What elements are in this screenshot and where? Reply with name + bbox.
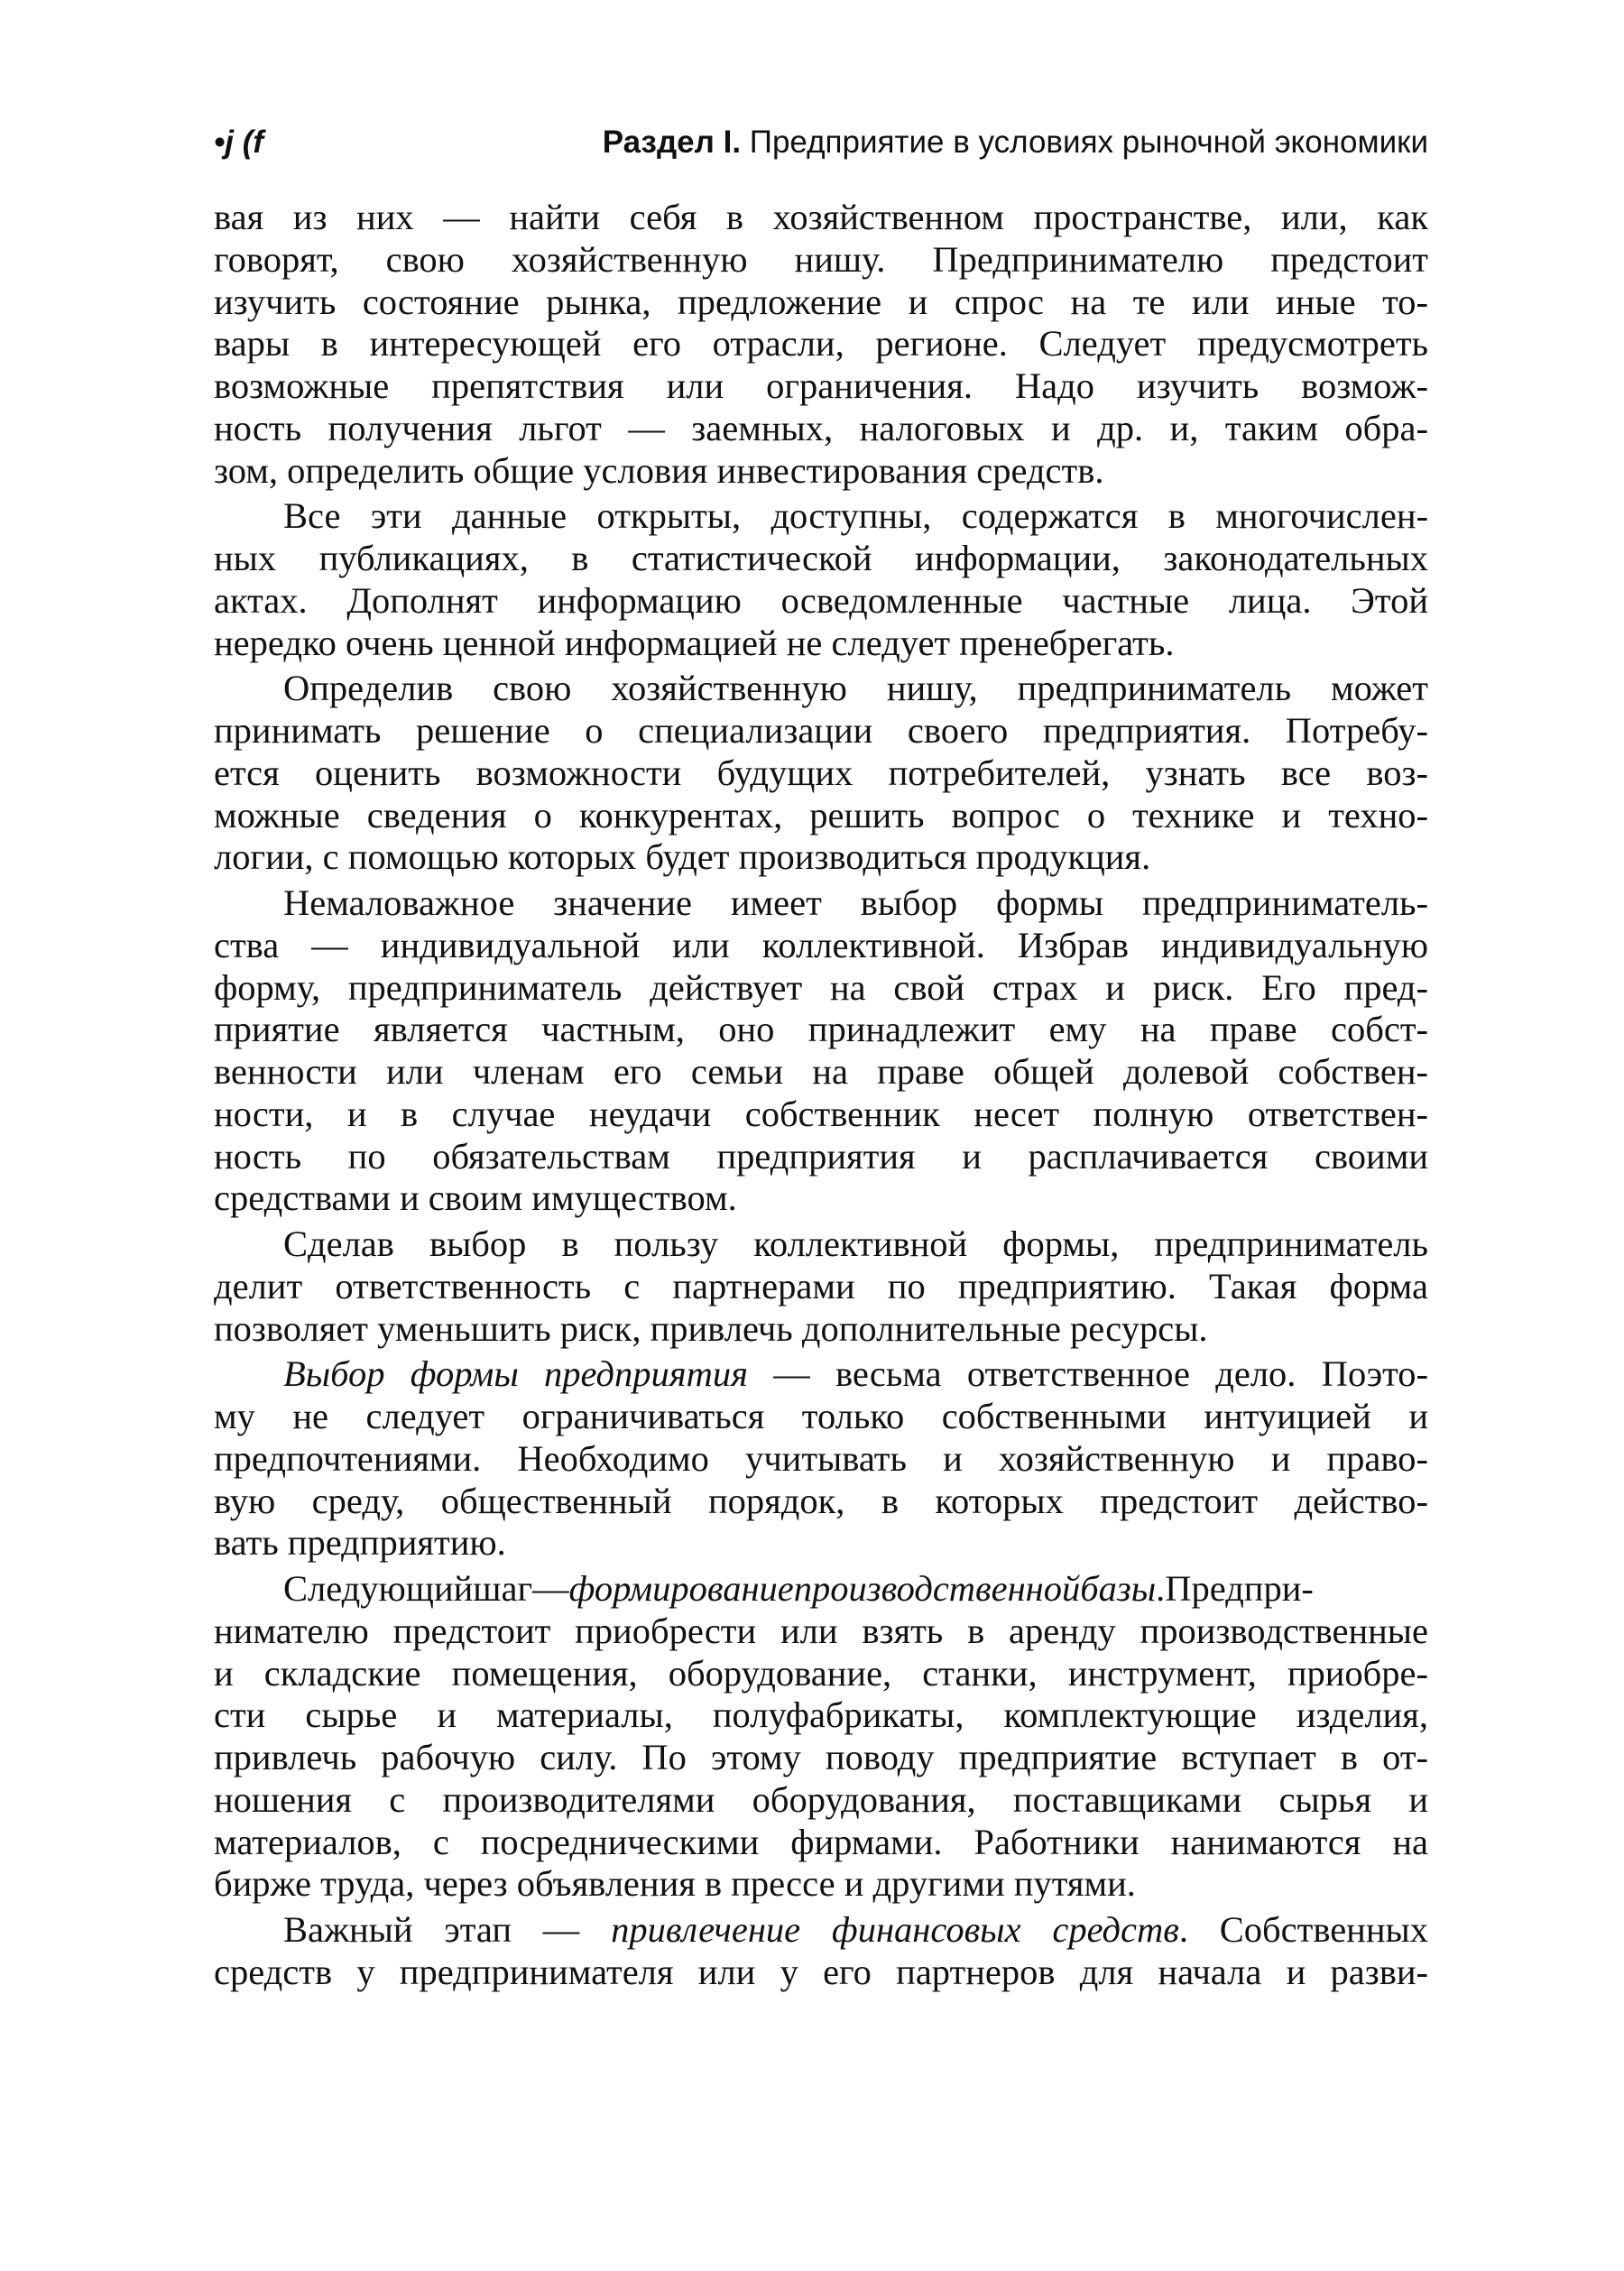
text-line: вая из них — найти себя в хозяйственном пространстве, или, как — [214, 197, 1428, 237]
chapter-title: Предприятие в условиях рыночной экономики — [749, 125, 1428, 160]
text-line — [214, 1353, 1428, 1396]
text-line: му не следует ограничиваться только собственными интуицией и — [214, 1396, 1428, 1436]
running-header — [214, 115, 1428, 170]
text-line: вую среду, общественный порядок, в которых предстоит действо- — [214, 1480, 1428, 1521]
text-line — [214, 1568, 1428, 1611]
text-line: вары в интересующей его отрасли, регионе. Следует предусмотреть — [214, 323, 1428, 365]
paragraph — [214, 1568, 1428, 1906]
text-line: нередко очень ценной информацией не следует пренебрегать. — [214, 622, 1175, 663]
text-line: Определив свою хозяйственную нишу, предприниматель может — [283, 668, 1428, 709]
paragraph — [214, 197, 1428, 492]
body-text — [214, 197, 1428, 1998]
emphasis-term: привлечение финансовых средств — [611, 1909, 1179, 1950]
text-line: сти сырье и материалы, полуфабрикаты, комплектующие изделия, — [214, 1694, 1428, 1736]
text-line: изучить состояние рынка, предложение и спрос на те или иные то- — [214, 281, 1428, 322]
page-folio: •j (f — [214, 125, 264, 160]
text-line: Все эти данные открыты, доступны, содержатся в многочислен- — [283, 495, 1428, 537]
paragraph — [214, 1909, 1428, 1994]
text-line: ется оценить возможности будущих потребителей, узнать все воз- — [214, 752, 1428, 793]
text-line: актах. Дополнят информацию осведомленные частные лица. Этой — [214, 579, 1428, 621]
emphasis-term: Выбор формы предприятия — [283, 1353, 748, 1395]
text-line: ность по обязательствам предприятия и расплачивается своими — [214, 1135, 1428, 1177]
text-line: ности, и в случае неудачи собственник несет полную ответствен- — [214, 1093, 1428, 1134]
text-run: — весьма ответственное дело. Поэто- — [747, 1353, 1428, 1395]
emphasis-term: формированиепроизводственнойбазы — [568, 1568, 1157, 1609]
text-line: ных публикациях, в статистической информации, законодательных — [214, 538, 1428, 578]
text-line: логии, с помощью которых будет производиться продукция. — [214, 836, 1151, 878]
text-line: ства — индивидуальной или коллективной. Избрав индивидуальную — [214, 924, 1428, 965]
text-run: Следующийшаг— — [283, 1568, 569, 1609]
text-line: возможные препятствия или ограничения. Надо изучить возмож- — [214, 365, 1428, 406]
text-line: бирже труда, через объявления в прессе и другими путями. — [214, 1863, 1136, 1905]
text-line: вать предприятию. — [214, 1522, 506, 1564]
paragraph — [214, 1223, 1428, 1350]
paragraph — [214, 882, 1428, 1220]
text-line: позволяет уменьшить риск, привлечь дополнительные ресурсы. — [214, 1307, 1208, 1349]
text-run: .Предпри- — [1156, 1568, 1314, 1609]
text-line: делит ответственность с партнерами по предприятию. Такая форма — [214, 1265, 1428, 1306]
text-line: привлечь рабочую силу. По этому поводу предприятие вступает в от- — [214, 1737, 1428, 1777]
text-line: зом, определить общие условия инвестирования средств. — [214, 449, 1104, 491]
text-line: приятие является частным, оно принадлежит ему на праве собст- — [214, 1009, 1428, 1050]
paragraph — [214, 495, 1428, 664]
text-line: венности или членам его семьи на праве общей долевой собствен- — [214, 1051, 1428, 1092]
text-line — [214, 1909, 1428, 1952]
text-line: говорят, свою хозяйственную нишу. Предпринимателю предстоит — [214, 238, 1428, 280]
text-line: Немаловажное значение имеет выбор формы предприниматель- — [283, 882, 1428, 923]
text-line: и складские помещения, оборудование, станки, инструмент, приобре- — [214, 1652, 1428, 1694]
text-line: форму, предприниматель действует на свой страх и риск. Его пред- — [214, 966, 1428, 1008]
text-line: средствами и своим имуществом. — [214, 1177, 737, 1219]
section-label: Раздел I. — [602, 125, 742, 160]
text-line: нимателю предстоит приобрести или взять в аренду производственные — [214, 1610, 1428, 1651]
text-line: принимать решение о специализации своего предприятия. Потребу- — [214, 710, 1428, 751]
paragraph — [214, 668, 1428, 879]
text-line: средств у предпринимателя или у его партнеров для начала и разви- — [214, 1951, 1428, 1992]
paragraph — [214, 1353, 1428, 1565]
text-line: ношения с производителями оборудования, поставщиками сырья и — [214, 1778, 1428, 1820]
text-line: ность получения льгот — заемных, налоговых и др. и, таким обра- — [214, 407, 1428, 448]
text-line: предпочтениями. Необходимо учитывать и хозяйственную и право- — [214, 1437, 1428, 1479]
text-line: Сделав выбор в пользу коллективной формы, предприниматель — [283, 1223, 1428, 1264]
section-title — [603, 115, 1428, 170]
text-run: . Собственных — [1178, 1909, 1428, 1950]
text-line: материалов, с посредническими фирмами. Работники нанимаются на — [214, 1821, 1428, 1862]
text-run: Важный этап — — [283, 1909, 612, 1950]
text-line: можные сведения о конкурентах, решить вопрос о технике и техно- — [214, 794, 1428, 835]
